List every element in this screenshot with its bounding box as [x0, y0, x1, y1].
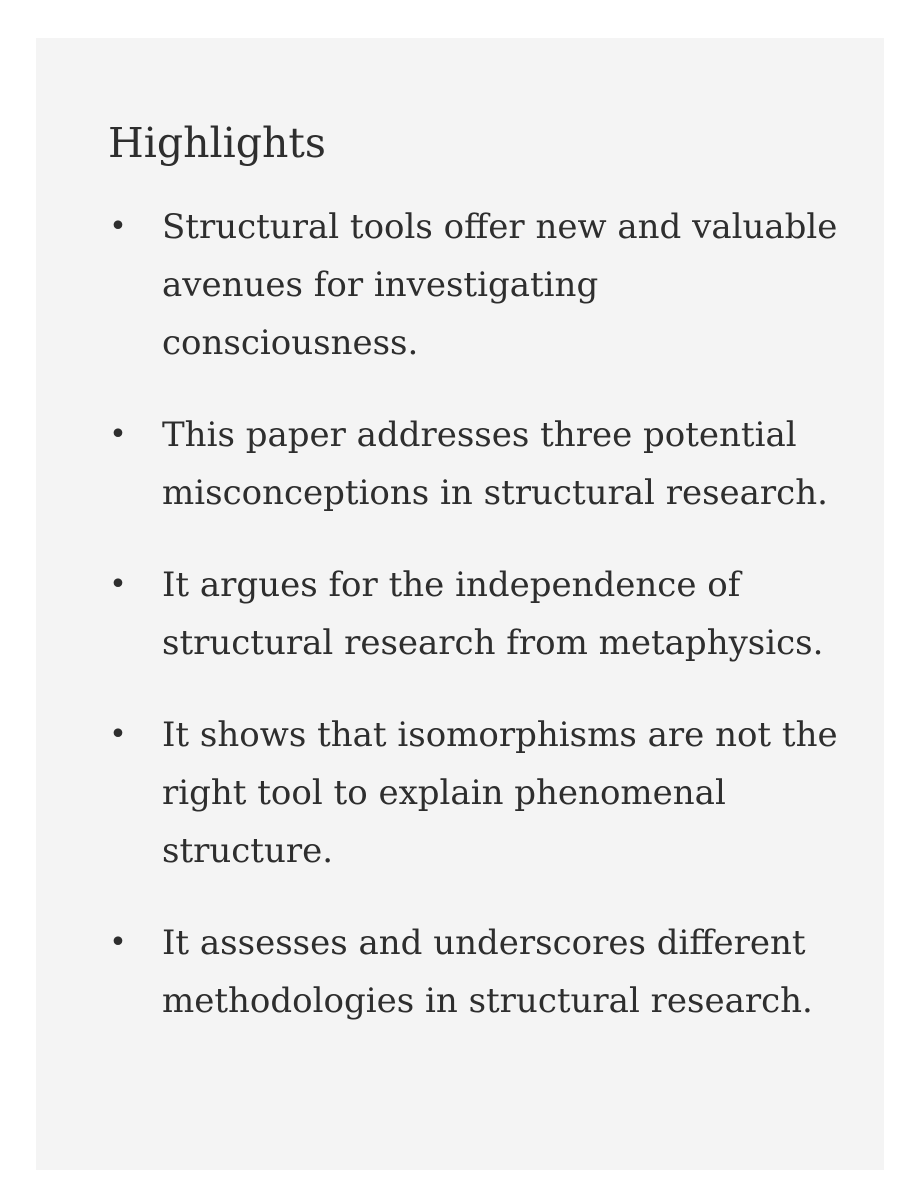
- list-item-text: Structural tools offer new and valuable avenues for investigating consciousness.: [162, 207, 838, 363]
- bullet-icon: •: [109, 417, 127, 452]
- list-item-text: This paper addresses three potential misconceptions in structural research.: [162, 415, 828, 513]
- highlights-title: Highlights: [108, 119, 326, 167]
- bullet-icon: •: [109, 717, 127, 752]
- bullet-icon: •: [109, 209, 127, 244]
- list-item: [108, 914, 848, 1030]
- list-item: [108, 406, 848, 522]
- list-item-text: It assesses and underscores different methodologies in structural research.: [162, 923, 813, 1021]
- highlights-panel: [36, 38, 884, 1170]
- bullet-icon: •: [109, 925, 127, 960]
- list-item-text: It argues for the independence of structural research from metaphysics.: [162, 565, 824, 663]
- bullet-icon: •: [109, 567, 127, 602]
- list-item: [108, 556, 848, 672]
- list-item-text: It shows that isomorphisms are not the right tool to explain phenomenal structure.: [162, 715, 838, 871]
- list-item: [108, 706, 848, 880]
- list-item: [108, 198, 848, 372]
- highlights-list: [108, 198, 848, 1064]
